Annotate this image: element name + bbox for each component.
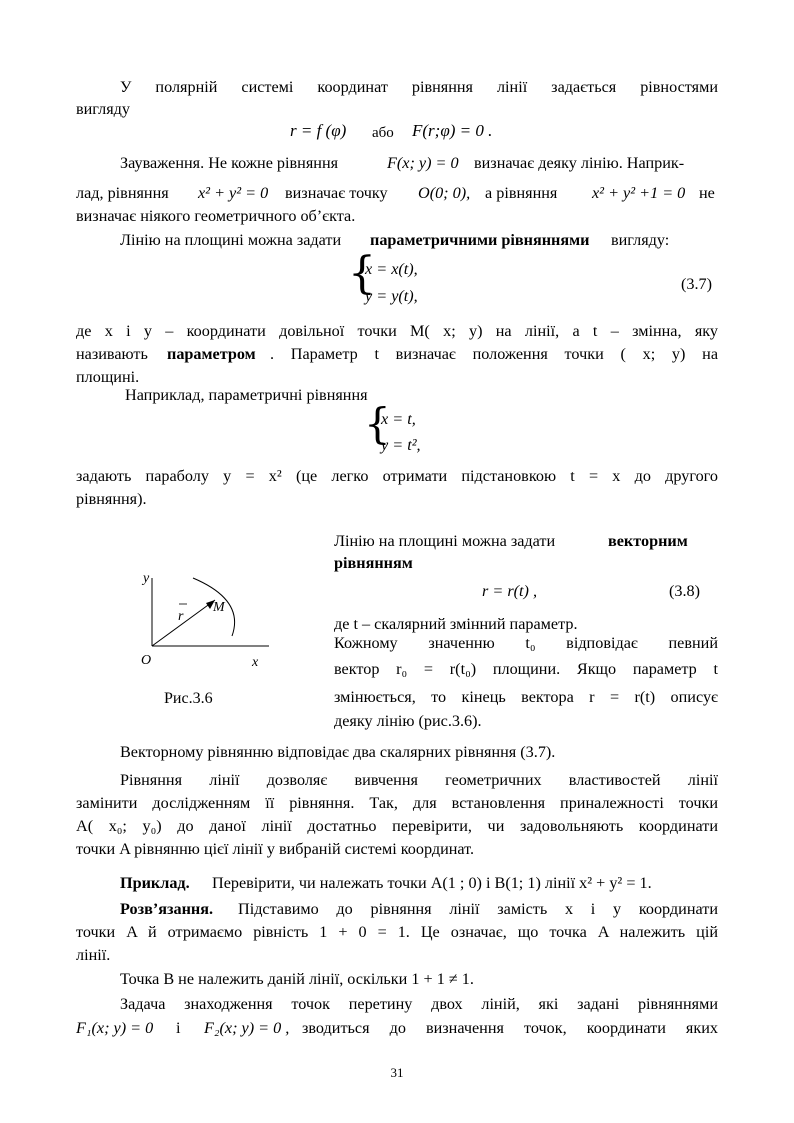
text-line: називають bbox=[76, 345, 148, 363]
text-line: змінюється, то кінець вектора r = r(t) описує bbox=[334, 688, 718, 706]
bold-term: рівнянням bbox=[334, 554, 413, 572]
label-m: M bbox=[213, 600, 225, 615]
equation-number: (3.7) bbox=[681, 275, 713, 293]
text-line: деяку лінію (рис.3.6). bbox=[334, 712, 482, 730]
text-line: лад, рівняння bbox=[76, 184, 169, 202]
formula: F₁(x; y) = 0 bbox=[76, 1019, 154, 1037]
formula: O(0; 0), bbox=[418, 184, 471, 202]
text-line: У полярній системі координат рівняння лінії задається рівностями bbox=[120, 78, 718, 96]
system-brace: { bbox=[364, 399, 391, 448]
text-line: Кожному значенню t₀ відповідає певний bbox=[334, 634, 718, 652]
formula: r = r(t) , bbox=[482, 582, 537, 600]
label-o: O bbox=[141, 653, 152, 668]
text-line: замінити дослідженням її рівняння. Так, для встановлення приналежності точки bbox=[76, 794, 718, 812]
label-r: r bbox=[178, 609, 184, 624]
text-line: визначає ніякого геометричного об’єкта. bbox=[76, 207, 356, 225]
formula: F₂(x; y) = 0 , bbox=[204, 1019, 290, 1037]
formula: x² + y² = 0 bbox=[198, 184, 269, 202]
text-line: Зауваження. Не кожне рівняння bbox=[120, 154, 339, 172]
bold-term: параметричними рівняннями bbox=[370, 231, 590, 249]
text-line: Лінію на площині можна задати bbox=[120, 231, 342, 249]
formula: F(x; y) = 0 bbox=[387, 154, 459, 172]
text-line: Підставимо до рівняння лінії замість x і y координати bbox=[238, 900, 718, 918]
text-line: задають параболу y = x² (це легко отримати підстановкою t = x до другого bbox=[76, 467, 718, 485]
system-equation: x = t, bbox=[381, 410, 416, 428]
text-word: не bbox=[699, 184, 715, 202]
figure-vector-curve bbox=[135, 560, 275, 680]
text-line: Векторному рівнянню відповідає два скалярних рівняння (3.7). bbox=[120, 743, 556, 761]
system-equation: y = t², bbox=[381, 436, 421, 454]
bold-term: параметром bbox=[167, 345, 256, 363]
label-x: x bbox=[252, 655, 259, 670]
formula: x² + y² +1 = 0 bbox=[592, 184, 686, 202]
text-line: точки A й отримаємо рівність 1 + 0 = 1. Це означає, що точка A належить цій bbox=[76, 923, 718, 941]
radius-vector bbox=[152, 600, 215, 646]
system-equation: x = x(t), bbox=[365, 260, 418, 278]
text-line: площині. bbox=[76, 368, 140, 386]
text-line: Лінію на площині можна задати bbox=[334, 532, 556, 550]
page-number: 31 bbox=[390, 1065, 404, 1080]
text-line: де x і y – координати довільної точки M( x; y) на лінії, а t – змінна, яку bbox=[76, 322, 718, 340]
text-line: лінії. bbox=[76, 946, 111, 964]
text-line: точки A рівнянню цієї лінії у вибраній системі координат. bbox=[76, 840, 475, 858]
bold-term: векторним bbox=[608, 532, 688, 550]
text-line: вектор r₀ = r(t₀) площини. Якщо параметр t bbox=[334, 660, 718, 678]
system-equation: y = y(t), bbox=[365, 287, 418, 305]
label-y: y bbox=[143, 571, 150, 586]
text-line: а рівняння bbox=[485, 184, 558, 202]
text-line: рівняння). bbox=[76, 490, 147, 508]
text-line: . Параметр t визначає положення точки ( x; y) на bbox=[270, 345, 718, 363]
text-line: Перевірити, чи належать точки A(1 ; 0) і B(1; 1) лінії x² + y² = 1. bbox=[212, 874, 652, 892]
text-line: вигляду bbox=[76, 100, 130, 118]
bold-term: Приклад. bbox=[120, 874, 190, 892]
text-line: зводиться до визначення точок, координати яких bbox=[302, 1019, 718, 1037]
text-line: Точка B не належить даній лінії, оскільки 1 + 1 ≠ 1. bbox=[120, 970, 474, 988]
text-line: де t – скалярний змінний параметр. bbox=[334, 615, 578, 633]
text-line: визначає деяку лінію. Наприк- bbox=[474, 154, 685, 172]
text-line: Рівняння лінії дозволяє вивчення геометричних властивостей лінії bbox=[120, 771, 718, 789]
system-brace: { bbox=[348, 248, 376, 299]
formula: r = f (φ) bbox=[290, 121, 347, 140]
formula: F(r;φ) = 0 . bbox=[412, 121, 493, 140]
text-line: визначає точку bbox=[285, 184, 388, 202]
bold-term: Розв’язання. bbox=[120, 900, 214, 918]
equation-number: (3.8) bbox=[669, 582, 701, 600]
text-line: Задача знаходження точок перетину двох ліній, які задані рівняннями bbox=[120, 995, 718, 1013]
text-word: і bbox=[176, 1019, 181, 1037]
text-line: вигляду: bbox=[611, 231, 670, 249]
text-word: або bbox=[372, 125, 394, 141]
figure-caption: Рис.3.6 bbox=[164, 690, 213, 707]
text-line: Наприклад, параметричні рівняння bbox=[125, 386, 368, 404]
text-line: A( x₀; y₀) до даної лінії достатньо перевірити, чи задовольняють координати bbox=[76, 817, 718, 835]
